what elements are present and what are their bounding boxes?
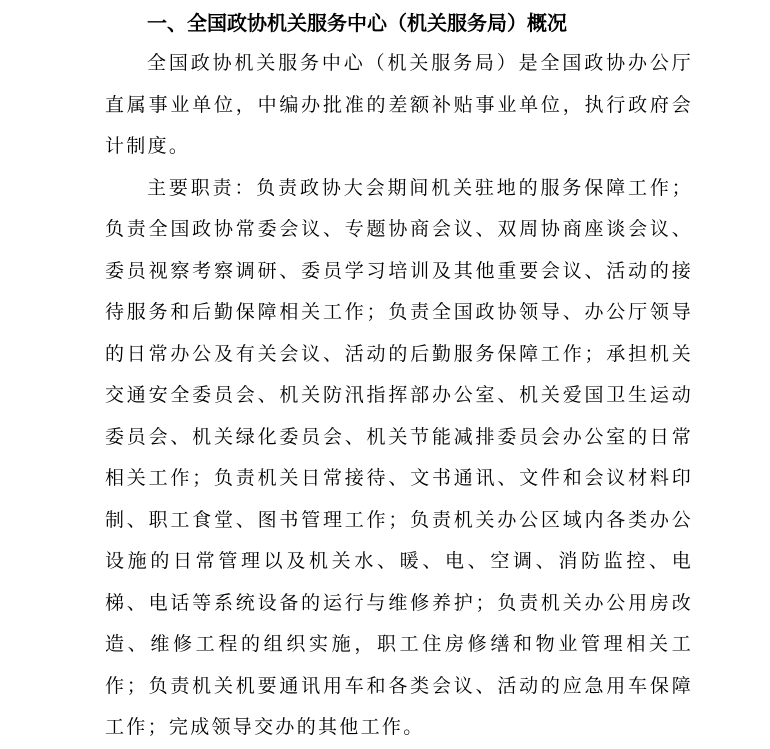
- overview-paragraph: 全国政协机关服务中心（机关服务局）是全国政协办公厅直属事业单位，中编办批准的差额补贴事业单位，执行政府会计制度。: [105, 52, 693, 157]
- responsibilities-paragraph: 主要职责：负责政协大会期间机关驻地的服务保障工作；负责全国政协常委会议、专题协商会议、双周协商座谈会议、委员视察考察调研、委员学习培训及其他重要会议、活动的接待服务和后勤保障相关工作；负责全国政协领导、办公厅领导的日常办公及有关会议、活动的后勤服务保障工作；承担机关交通安全委员会、机关防汛指挥部办公室、机关爱国卫生运动委员会、机关绿化委员会、机关节能减排委员会办公室的日常相关工作；负责机关日常接待、文书通讯、文件和会议材料印制、职工食堂、图书管理工作；负责机关办公区域内各类办公设施的日常管理以及机关水、暖、电、空调、消防监控、电梯、电话等系统设备的运行与维修养护；负责机关办公用房改造、维修工程的组织实施，职工住房修缮和物业管理相关工作；负责机关机要通讯用车和各类会议、活动的应急用车保障工作；完成领导交办的其他工作。: [105, 176, 693, 738]
- document-page: [105, 8, 693, 749]
- section-heading: 一、全国政协机关服务中心（机关服务局）概况: [147, 11, 567, 35]
